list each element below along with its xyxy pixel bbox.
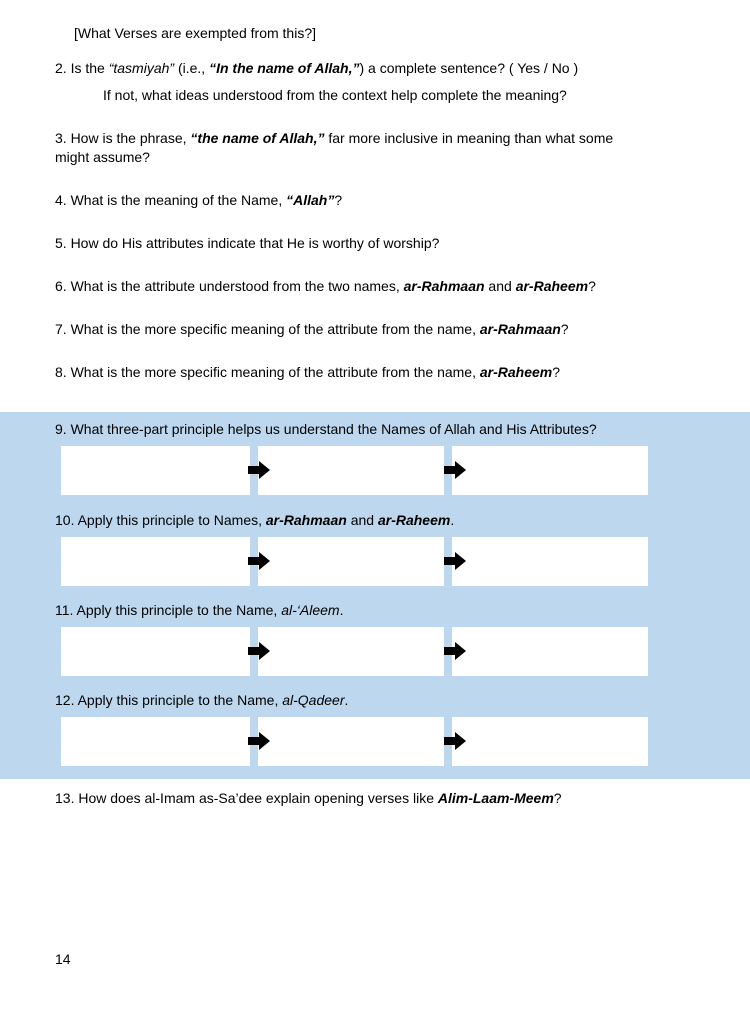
q2-mid: (i.e., (174, 60, 210, 76)
answer-box-12-3[interactable] (452, 717, 648, 766)
q7-suffix: ? (560, 321, 569, 337)
question-3 (55, 129, 613, 147)
q6-mid: and (484, 278, 516, 294)
q6-name2: ar-Raheem (515, 278, 589, 294)
page-number: 14 (55, 951, 71, 967)
right-arrow-icon (442, 641, 468, 661)
q10-name2: ar-Raheem (377, 512, 451, 528)
question-5: 5. How do His attributes indicate that He is worthy of worship? (55, 235, 440, 251)
right-arrow-icon (246, 551, 272, 571)
q10-mid: and (346, 512, 378, 528)
q7-name: ar-Rahmaan (479, 321, 561, 337)
q13-term: Alim-Laam-Meem (437, 790, 554, 806)
right-arrow-icon (442, 731, 468, 751)
q11-suffix: . (339, 602, 344, 618)
answer-row-12 (61, 717, 648, 766)
answer-box-9-2[interactable] (258, 446, 444, 495)
right-arrow-icon (442, 460, 468, 480)
answer-box-11-1[interactable] (61, 627, 250, 676)
answer-row-11 (61, 627, 648, 676)
question-7 (55, 320, 569, 338)
q2-term: “tasmiyah” (108, 60, 175, 76)
q11-name: al-‘Aleem (281, 602, 340, 618)
right-arrow-icon (246, 641, 272, 661)
right-arrow-icon (246, 731, 272, 751)
q10-prefix: 10. Apply this principle to Names, (55, 512, 266, 528)
answer-box-10-2[interactable] (258, 537, 444, 586)
answer-row-9 (61, 446, 648, 495)
right-arrow-icon (246, 460, 272, 480)
q6-suffix: ? (588, 278, 596, 294)
q2-suffix: ) a complete sentence? ( Yes / No ) (359, 60, 579, 76)
question-4 (55, 191, 342, 209)
answer-box-12-2[interactable] (258, 717, 444, 766)
question-2-followup: If not, what ideas understood from the context help complete the meaning? (103, 87, 567, 103)
q3-suffix: far more inclusive in meaning than what some (324, 130, 614, 146)
right-arrow-icon (442, 551, 468, 571)
q13-suffix: ? (553, 790, 562, 806)
question-10 (55, 511, 454, 529)
q4-name: “Allah” (286, 192, 335, 208)
question-6 (55, 277, 596, 295)
question-12 (55, 691, 348, 709)
q4-prefix: 4. What is the meaning of the Name, (55, 192, 287, 208)
question-11 (55, 601, 343, 619)
q10-name1: ar-Rahmaan (265, 512, 347, 528)
answer-row-10 (61, 537, 648, 586)
q3-phrase: “the name of Allah,” (190, 130, 325, 146)
q7-prefix: 7. What is the more specific meaning of the attribute from the name, (55, 321, 480, 337)
q12-prefix: 12. Apply this principle to the Name, (55, 692, 283, 708)
answer-box-11-2[interactable] (258, 627, 444, 676)
q4-suffix: ? (334, 192, 343, 208)
answer-box-11-3[interactable] (452, 627, 648, 676)
answer-box-9-3[interactable] (452, 446, 648, 495)
q10-suffix: . (450, 512, 455, 528)
q6-prefix: 6. What is the attribute understood from the two names, (55, 278, 404, 294)
answer-box-10-3[interactable] (452, 537, 648, 586)
q6-name1: ar-Rahmaan (403, 278, 485, 294)
question-8 (55, 363, 560, 381)
question-3-line2: might assume? (55, 149, 150, 165)
answer-box-12-1[interactable] (61, 717, 250, 766)
question-9: 9. What three-part principle helps us understand the Names of Allah and His Attributes? (55, 421, 597, 437)
q13-prefix: 13. How does al-Imam as-Sa’dee explain opening verses like (55, 790, 438, 806)
question-13 (55, 789, 562, 807)
q11-prefix: 11. Apply this principle to the Name, (55, 602, 282, 618)
q3-prefix: 3. How is the phrase, (55, 130, 191, 146)
q2-prefix: 2. Is the (55, 60, 109, 76)
answer-box-10-1[interactable] (61, 537, 250, 586)
q12-name: al-Qadeer (282, 692, 345, 708)
q2-phrase: “In the name of Allah,” (209, 60, 360, 76)
q8-suffix: ? (552, 364, 561, 380)
q8-prefix: 8. What is the more specific meaning of the attribute from the name, (55, 364, 480, 380)
intro-note: [What Verses are exempted from this?] (74, 25, 316, 41)
q8-name: ar-Raheem (479, 364, 553, 380)
q12-suffix: . (344, 692, 349, 708)
answer-box-9-1[interactable] (61, 446, 250, 495)
question-2 (55, 59, 578, 77)
